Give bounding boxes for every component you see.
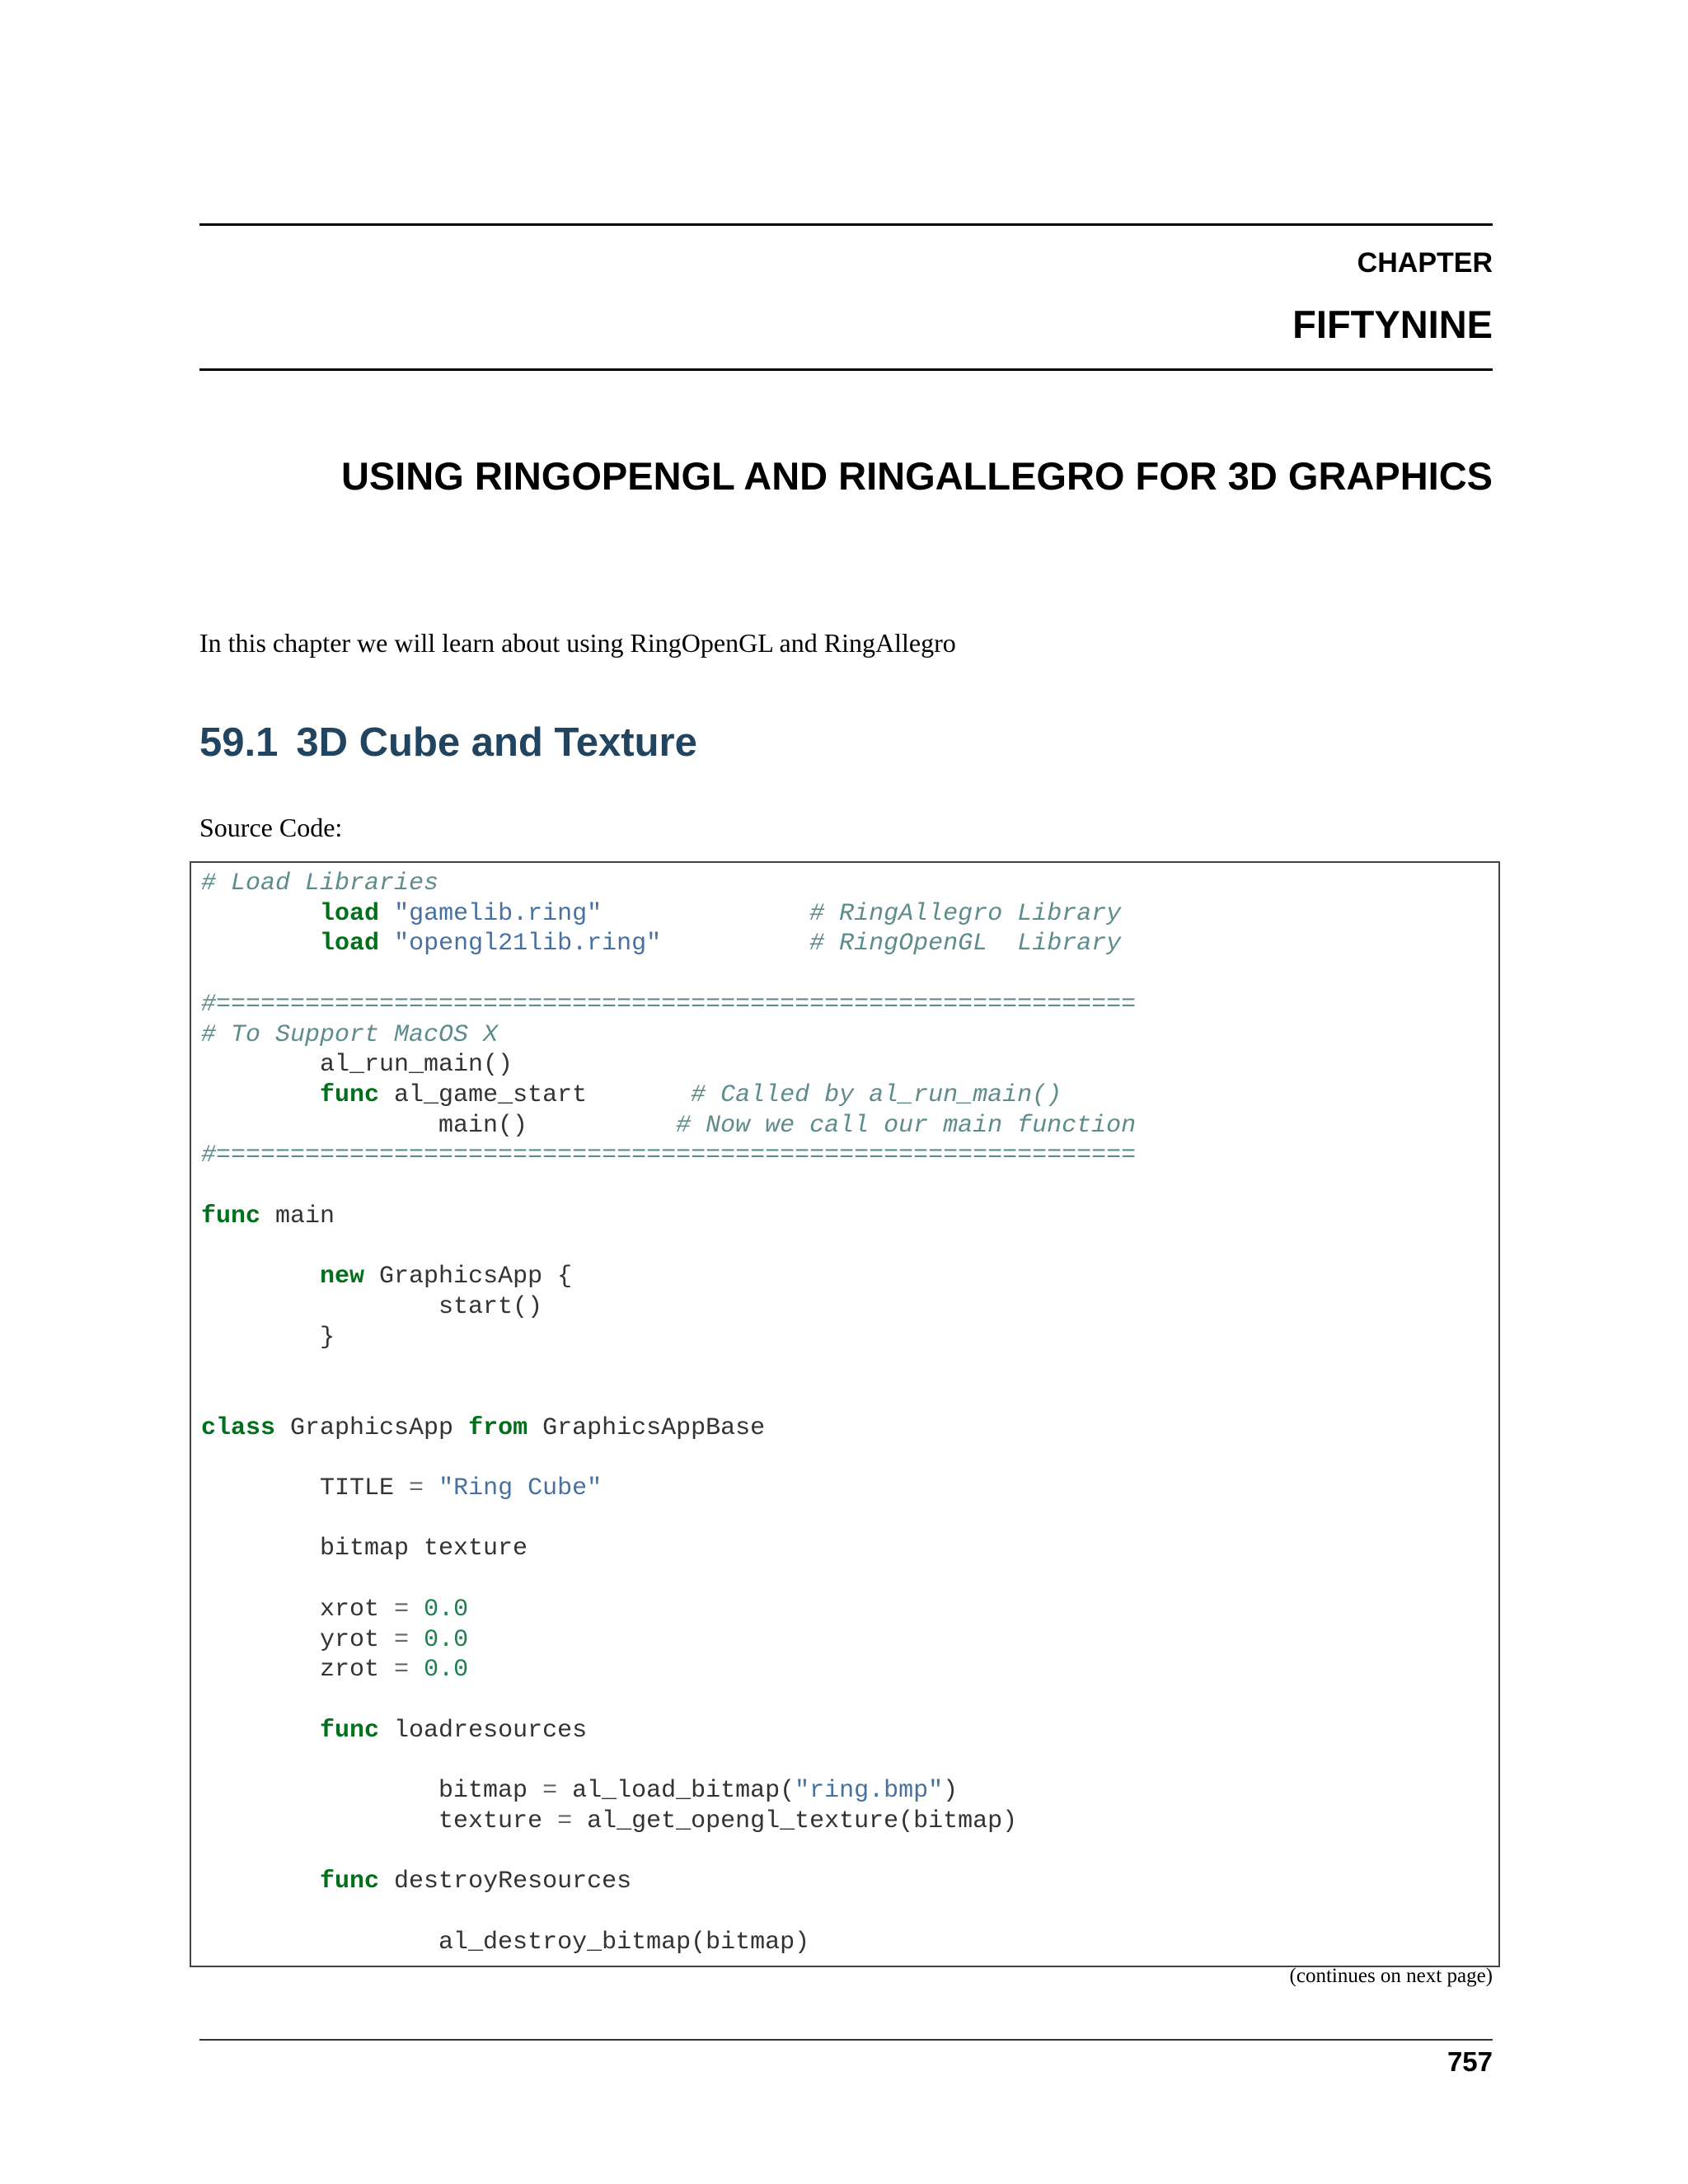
code-token-string: "opengl21lib.ring" [394,930,662,958]
code-token-plain: TITLE [201,1474,410,1503]
code-line [201,1928,1136,1958]
code-token-plain [201,930,320,958]
section-heading [199,719,697,766]
code-line [201,869,1136,899]
code-token-plain [602,900,809,928]
code-line [201,1352,1136,1383]
code-token-plain: GraphicsApp [275,1413,469,1442]
chapter-number: FIFTYNINE [1292,302,1493,346]
code-line [201,1655,1136,1685]
code-line [201,1141,1136,1171]
code-token-keyword: class [201,1413,276,1442]
code-line [201,1231,1136,1262]
code-line [201,1413,1136,1444]
code-line [201,1807,1136,1837]
code-token-operator: = [409,1474,424,1503]
code-token-keyword: func [320,1868,380,1896]
code-token-plain: al_get_opengl_texture(bitmap) [572,1807,1018,1835]
source-code-label: Source Code: [199,813,343,842]
code-token-plain: al_game_start [379,1080,692,1109]
code-token-plain: ) [943,1777,959,1806]
code-line [201,1111,1136,1141]
continues-note: (continues on next page) [1289,1965,1493,1987]
code-token-string: "Ring Cube" [438,1474,603,1503]
code-line [201,1776,1136,1807]
code-token-comment: #============================================================== [201,990,1137,1019]
code-line [201,1534,1136,1564]
code-line [201,1323,1136,1353]
code-token-plain [201,1263,320,1291]
code-line [201,1837,1136,1868]
code-token-plain [409,1656,424,1684]
footer-rule [199,2039,1493,2041]
code-token-number: 0.0 [424,1656,469,1685]
code-token-plain: yrot [201,1625,395,1654]
code-line [201,990,1136,1020]
code-token-operator: = [394,1656,410,1685]
code-token-keyword: load [320,930,380,958]
code-token-plain: al_destroy_bitmap(bitmap) [201,1928,810,1957]
code-token-plain: bitmap texture [201,1535,528,1563]
code-token-plain [201,1081,320,1109]
code-line [201,1504,1136,1535]
code-line [201,1897,1136,1928]
code-line [201,1474,1136,1504]
code-line [201,1443,1136,1474]
code-token-plain: al_load_bitmap( [557,1777,795,1806]
code-line [201,1171,1136,1202]
code-line [201,1564,1136,1595]
chapter-bottom-rule [199,368,1493,371]
code-token-comment: # Now we call our main function [676,1111,1137,1140]
intro-paragraph: In this chapter we will learn about using RingOpenGL and RingAllegro [199,628,956,658]
code-line [201,1867,1136,1897]
code-token-plain [661,930,809,958]
code-token-plain: texture [201,1807,558,1835]
code-line [201,1262,1136,1292]
code-token-plain [424,1474,438,1502]
section-title: 3D Cube and Texture [296,720,697,765]
code-line [201,1383,1136,1413]
code-line [201,929,1136,959]
code-line [201,1716,1136,1746]
code-token-keyword: new [320,1263,365,1291]
chapter-label: CHAPTER [1357,247,1493,279]
code-token-keyword: load [320,899,380,928]
code-token-plain [409,1596,424,1624]
code-token-plain: main [260,1202,335,1230]
code-token-plain: } [201,1323,335,1352]
code-token-plain: destroyResources [379,1868,632,1896]
chapter-title: USING RINGOPENGL AND RINGALLEGRO FOR 3D GRAPHICS [340,454,1493,498]
code-token-plain: GraphicsApp { [364,1263,573,1291]
code-token-comment: # Called by al_run_main() [691,1080,1062,1109]
code-token-comment: # Load Libraries [201,869,439,898]
code-token-keyword: func [201,1202,261,1230]
code-line [201,899,1136,930]
code-token-plain [201,900,320,928]
code-token-plain [379,900,394,928]
code-line [201,1080,1136,1111]
code-line [201,959,1136,990]
code-token-comment: # To Support MacOS X [201,1020,499,1049]
code-token-comment: # RingAllegro Library [809,899,1122,928]
chapter-top-rule [199,223,1493,226]
code-token-keyword: func [320,1080,380,1109]
code-token-operator: = [394,1595,410,1624]
code-token-plain: start() [201,1292,543,1321]
code-token-plain: zrot [201,1656,395,1685]
code-token-comment: # RingOpenGL Library [809,930,1122,958]
code-token-plain: loadresources [379,1716,588,1745]
code-token-plain [409,1626,424,1654]
code-token-keyword: from [468,1413,528,1442]
code-token-number: 0.0 [424,1595,469,1624]
code-token-plain: GraphicsAppBase [528,1413,766,1442]
page-number: 757 [1447,2046,1493,2077]
code-token-string: "ring.bmp" [795,1777,944,1806]
code-line [201,1020,1136,1051]
code-line [201,1595,1136,1625]
code-token-operator: = [394,1625,410,1654]
code-line [201,1625,1136,1656]
code-token-plain: main() [201,1111,677,1140]
code-listing [201,869,1136,1957]
code-line [201,1746,1136,1776]
code-line [201,1202,1136,1232]
code-token-operator: = [542,1777,558,1806]
code-token-plain: al_run_main() [201,1051,513,1080]
code-token-plain [379,930,394,958]
code-line [201,1292,1136,1323]
code-token-plain [201,1868,320,1896]
code-token-string: "gamelib.ring" [394,899,603,928]
code-line [201,1685,1136,1716]
code-token-keyword: func [320,1716,380,1745]
code-token-plain [201,1717,320,1745]
code-token-number: 0.0 [424,1625,469,1654]
section-number: 59.1 [199,720,279,765]
code-token-plain: xrot [201,1595,395,1624]
code-line [201,1050,1136,1080]
code-token-operator: = [557,1807,573,1835]
code-block [190,861,1500,1967]
code-token-comment: #============================================================== [201,1141,1137,1170]
code-token-plain: bitmap [201,1777,543,1806]
